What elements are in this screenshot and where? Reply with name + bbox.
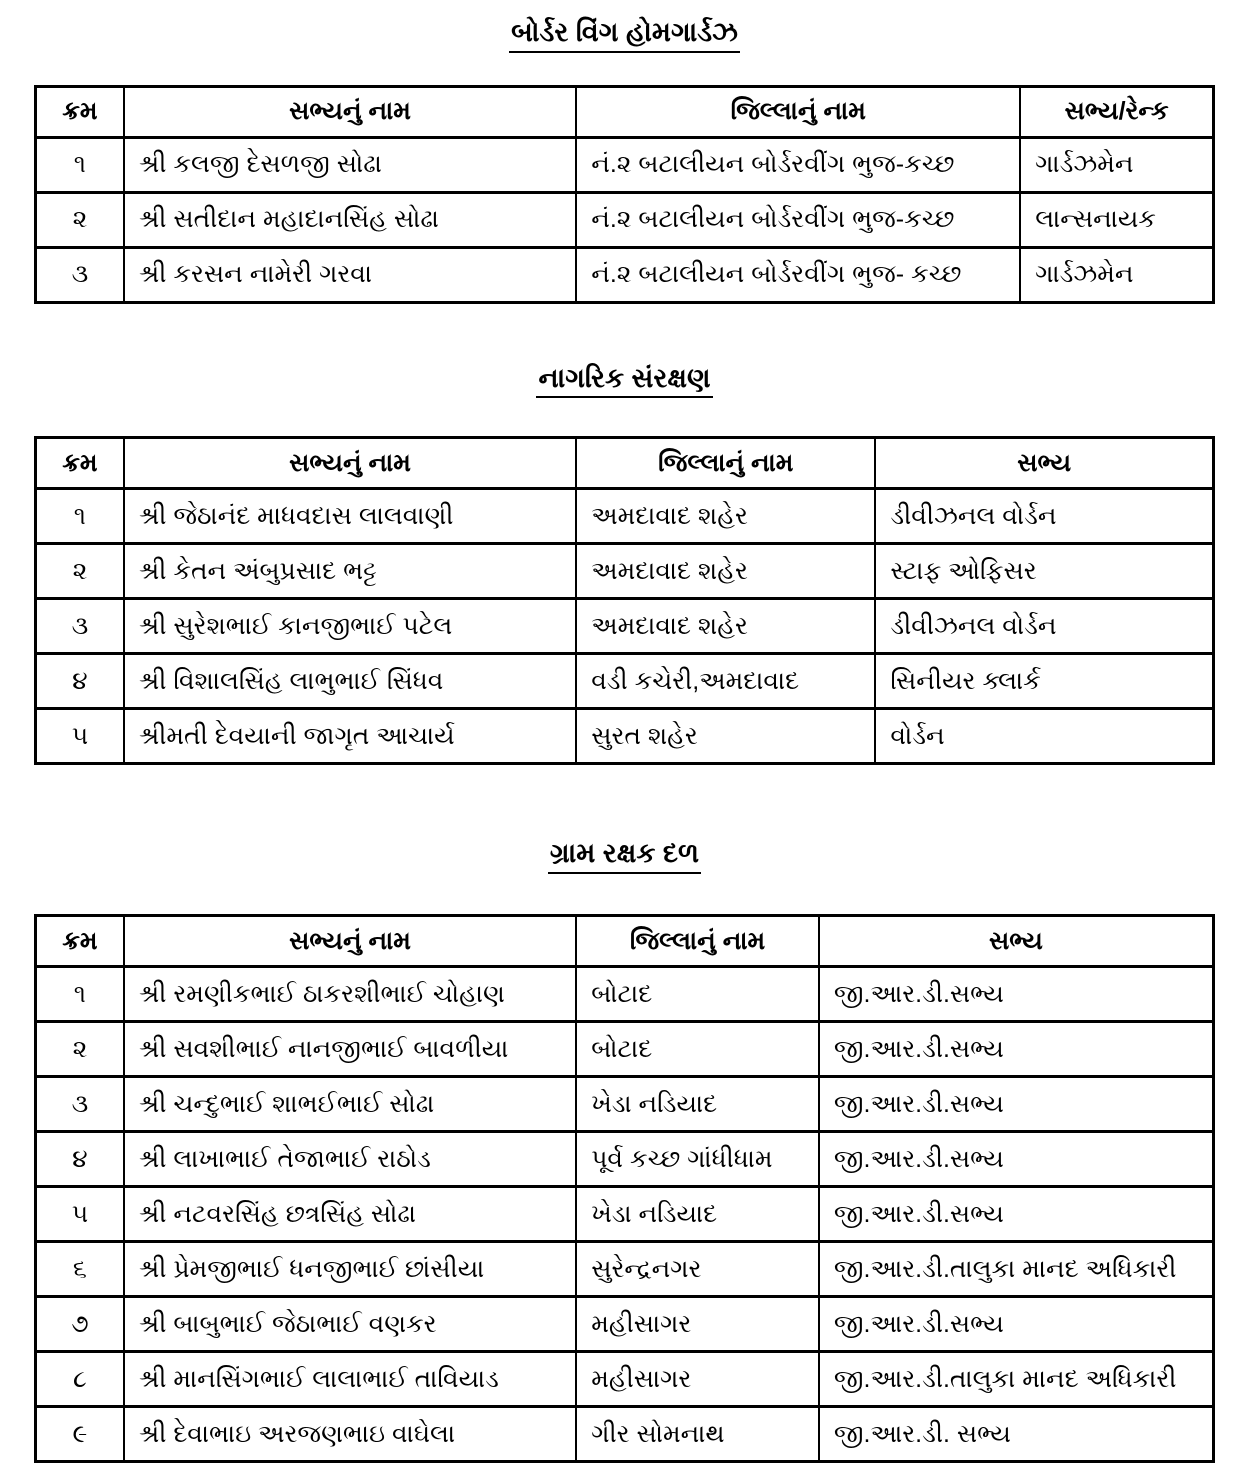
cell-member-name: શ્રી સતીદાન મહાદાનસિંહ સોઢા [124,192,576,247]
cell-serial: ૯ [36,1407,124,1462]
cell-member-rank: ગાર્ડઝમેન [1020,137,1213,192]
cell-serial: ૨ [36,192,124,247]
cell-member-rank: જી.આર.ડી.તાલુકા માનદ અધિકારી [819,1352,1214,1407]
cell-serial: ૧ [36,489,124,544]
cell-member-rank: સિનીયર ક્લાર્ક [875,654,1213,709]
cell-district-name: વડી કચેરી,અમદાવાદ [576,654,875,709]
header-cell: જિલ્લાનું નામ [576,438,875,489]
cell-member-name: શ્રી સવશીભાઈ નાનજીભાઈ બાવળીયા [124,1022,576,1077]
header-cell: સભ્ય/રેન્ક [1020,86,1213,137]
cell-district-name: ખેડા નડિયાદ [576,1077,819,1132]
cell-district-name: નં.૨ બટાલીયન બોર્ડરવીંગ ભુજ- કચ્છ [576,247,1020,302]
cell-serial: ૮ [36,1352,124,1407]
cell-serial: ૩ [36,1077,124,1132]
cell-serial: ૭ [36,1297,124,1352]
header-cell: સભ્યનું નામ [124,86,576,137]
table-row [36,544,1214,599]
cell-district-name: ખેડા નડિયાદ [576,1187,819,1242]
table-row [36,192,1214,247]
table-row [36,489,1214,544]
cell-district-name: નં.૨ બટાલીયન બોર્ડરવીંગ ભુજ-કચ્છ [576,137,1020,192]
cell-member-name: શ્રીમતી દેવયાની જાગૃત આચાર્ય [124,709,576,764]
cell-serial: ૧ [36,967,124,1022]
table-row [36,1352,1214,1407]
cell-member-name: શ્રી માનસિંગભાઈ લાલાભાઈ તાવિયાડ [124,1352,576,1407]
cell-district-name: સુરત શહેર [576,709,875,764]
cell-member-name: શ્રી પ્રેમજીભાઈ ધનજીભાઈ છાંસીયા [124,1242,576,1297]
table-row [36,1077,1214,1132]
section-title: નાગરિક સંરક્ષણ [536,364,712,399]
cell-member-rank: જી.આર.ડી.સભ્ય [819,1022,1214,1077]
cell-serial: ૨ [36,544,124,599]
cell-member-name: શ્રી નટવરસિંહ છત્રસિંહ સોઢા [124,1187,576,1242]
cell-member-rank: જી.આર.ડી. સભ્ય [819,1407,1214,1462]
section-title: ગ્રામ રક્ષક દળ [548,839,701,874]
cell-district-name: નં.૨ બટાલીયન બોર્ડરવીંગ ભુજ-કચ્છ [576,192,1020,247]
cell-district-name: અમદાવાદ શહેર [576,489,875,544]
table-row [36,1022,1214,1077]
cell-member-name: શ્રી રમણીકભાઈ ઠાકરશીભાઈ ચોહાણ [124,967,576,1022]
cell-member-rank: વોર્ડન [875,709,1213,764]
cell-district-name: અમદાવાદ શહેર [576,599,875,654]
cell-serial: ૩ [36,599,124,654]
header-cell: જિલ્લાનું નામ [576,86,1020,137]
cell-member-rank: ડીવીઝનલ વોર્ડન [875,489,1213,544]
cell-member-name: શ્રી કરસન નામેરી ગરવા [124,247,576,302]
cell-district-name: બોટાદ [576,1022,819,1077]
header-cell: સભ્યનું નામ [124,916,576,967]
cell-serial: ૪ [36,654,124,709]
cell-member-name: શ્રી દેવાભાઇ અરજણભાઇ વાઘેલા [124,1407,576,1462]
section-title-wrap [34,839,1215,874]
section-gram-rakshak-dal [34,839,1215,1463]
cell-member-name: શ્રી કલજી દેસળજી સોઢા [124,137,576,192]
gram-rakshak-dal-table [34,914,1215,1463]
cell-district-name: બોટાદ [576,967,819,1022]
header-row [36,916,1214,967]
header-cell: ક્રમ [36,86,124,137]
table-row [36,137,1214,192]
header-cell: ક્રમ [36,916,124,967]
table-row [36,654,1214,709]
header-row [36,438,1214,489]
cell-member-rank: જી.આર.ડી.તાલુકા માનદ અધિકારી [819,1242,1214,1297]
table-row [36,1132,1214,1187]
cell-district-name: અમદાવાદ શહેર [576,544,875,599]
cell-serial: ૫ [36,709,124,764]
cell-member-rank: જી.આર.ડી.સભ્ય [819,1077,1214,1132]
cell-member-rank: ગાર્ડઝમેન [1020,247,1213,302]
cell-member-rank: જી.આર.ડી.સભ્ય [819,1187,1214,1242]
section-civil-defence [34,364,1215,766]
table-row [36,1242,1214,1297]
table-row [36,967,1214,1022]
header-cell: સભ્ય [819,916,1214,967]
cell-member-name: શ્રી જેઠાનંદ માધવદાસ લાલવાણી [124,489,576,544]
header-cell: સભ્યનું નામ [124,438,576,489]
cell-member-name: શ્રી ચન્દુભાઈ શાભઈભાઈ સોઢા [124,1077,576,1132]
cell-district-name: પૂર્વ કચ્છ ગાંધીધામ [576,1132,819,1187]
cell-serial: ૩ [36,247,124,302]
table-row [36,1187,1214,1242]
header-cell: સભ્ય [875,438,1213,489]
cell-district-name: ગીર સોમનાથ [576,1407,819,1462]
cell-serial: ૫ [36,1187,124,1242]
civil-defence-table [34,436,1215,765]
section-title: બોર્ડર વિંગ હોમગાર્ડઝ [509,18,740,53]
header-cell: જિલ્લાનું નામ [576,916,819,967]
section-title-wrap [34,18,1215,53]
cell-serial: ૧ [36,137,124,192]
cell-member-name: શ્રી બાબુભાઈ જેઠાભાઈ વણકર [124,1297,576,1352]
header-cell: ક્રમ [36,438,124,489]
cell-member-rank: સ્ટાફ ઓફિસર [875,544,1213,599]
cell-member-name: શ્રી સુરેશભાઈ કાનજીભાઈ પટેલ [124,599,576,654]
cell-member-rank: ડીવીઝનલ વોર્ડન [875,599,1213,654]
cell-district-name: સુરેન્દ્રનગર [576,1242,819,1297]
cell-member-rank: જી.આર.ડી.સભ્ય [819,1297,1214,1352]
cell-member-rank: લાન્સનાયક [1020,192,1213,247]
header-row [36,86,1214,137]
table-row [36,709,1214,764]
cell-serial: ૪ [36,1132,124,1187]
border-wing-homeguards-table [34,85,1215,304]
cell-member-name: શ્રી લાખાભાઈ તેજાભાઈ રાઠોડ [124,1132,576,1187]
section-border-wing-homeguards [34,18,1215,304]
cell-serial: ૨ [36,1022,124,1077]
cell-member-rank: જી.આર.ડી.સભ્ય [819,967,1214,1022]
cell-member-name: શ્રી વિશાલસિંહ લાભુભાઈ સિંધવ [124,654,576,709]
table-row [36,247,1214,302]
cell-district-name: મહીસાગર [576,1352,819,1407]
section-title-wrap [34,364,1215,399]
cell-member-name: શ્રી કેતન અંબુપ્રસાદ ભટ્ટ [124,544,576,599]
cell-member-rank: જી.આર.ડી.સભ્ય [819,1132,1214,1187]
table-row [36,1407,1214,1462]
cell-district-name: મહીસાગર [576,1297,819,1352]
table-row [36,1297,1214,1352]
table-row [36,599,1214,654]
cell-serial: ૬ [36,1242,124,1297]
